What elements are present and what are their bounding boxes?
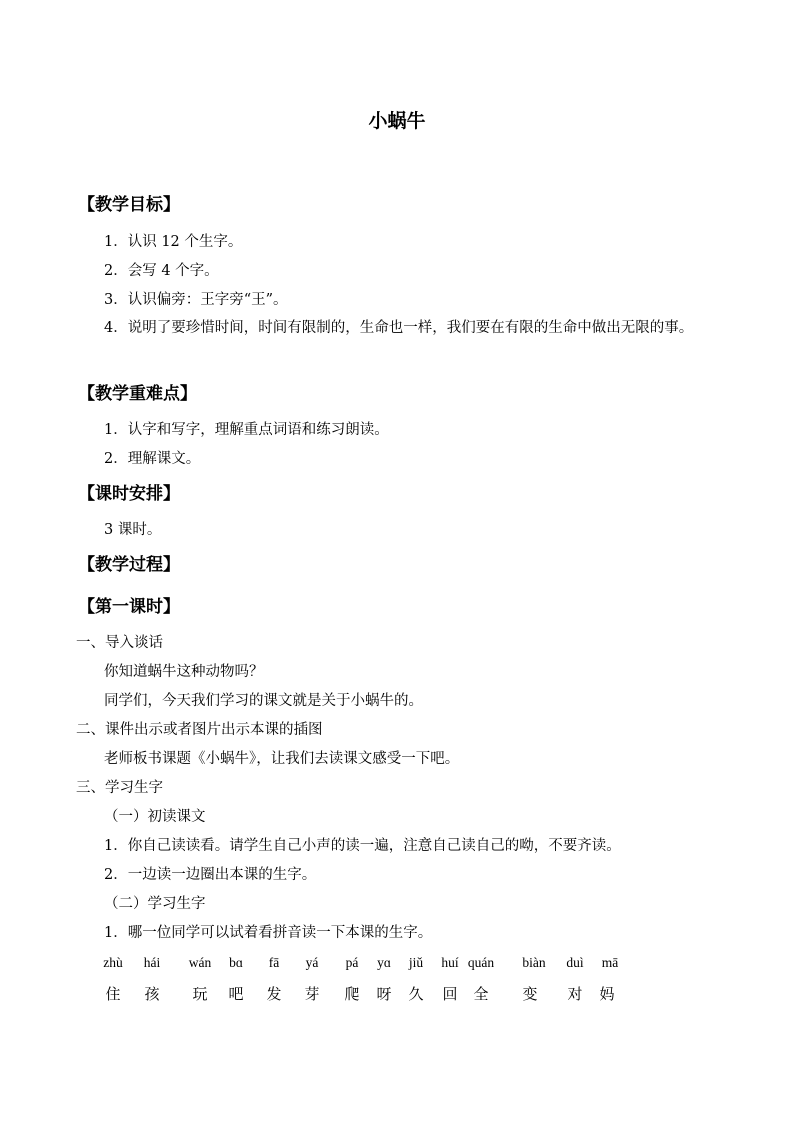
schedule-text: 3 课时。: [104, 522, 162, 538]
step3-line: 1．哪一位同学可以试着看拼音读一下本课的生字。: [104, 925, 433, 941]
step3-subheading: （一）初读课文: [104, 809, 206, 825]
goal-item: 3．认识偏旁：王字旁“王”。: [104, 292, 288, 308]
step1-heading: 一、导入谈话: [76, 635, 163, 651]
pinyin: yɑ: [377, 955, 391, 970]
hanzi: 变: [522, 985, 538, 1003]
pinyin: biàn: [522, 955, 546, 970]
step3-subheading: （二）学习生字: [104, 896, 206, 912]
hanzi: 芽: [304, 985, 320, 1003]
goal-item: 4．说明了要珍惜时间，时间有限制的，生命也一样，我们要在有限的生命中做出无限的事。: [104, 320, 694, 336]
section-heading-keypoints: 【教学重难点】: [78, 384, 197, 404]
hanzi: 妈: [599, 985, 615, 1003]
pinyin: pá: [345, 955, 359, 970]
hanzi: 孩: [144, 985, 160, 1003]
hanzi: 发: [266, 985, 282, 1003]
step1-line: 同学们，今天我们学习的课文就是关于小蜗牛的。: [104, 693, 423, 709]
pinyin: mā: [601, 955, 619, 970]
page-title: 小蜗牛: [368, 110, 426, 132]
hanzi: 全: [473, 985, 489, 1003]
step2-heading: 二、课件出示或者图片出示本课的插图: [76, 722, 323, 738]
section-heading-goals: 【教学目标】: [78, 195, 180, 215]
pinyin: fā: [268, 955, 280, 970]
pinyin: duì: [566, 955, 584, 970]
hanzi: 爬: [344, 985, 360, 1003]
pinyin: bɑ: [229, 955, 243, 970]
pinyin: quán: [467, 955, 495, 970]
hanzi: 久: [408, 985, 424, 1003]
section-heading-schedule: 【课时安排】: [78, 484, 180, 504]
pinyin: wán: [188, 955, 212, 970]
hanzi: 对: [567, 985, 583, 1003]
pinyin: zhù: [103, 955, 123, 970]
keypoint-item: 2．理解课文。: [104, 451, 201, 467]
keypoint-item: 1．认字和写字，理解重点词语和练习朗读。: [104, 422, 389, 438]
hanzi: 吧: [228, 985, 244, 1003]
step3-line: 1．你自己读读看。请学生自己小声的读一遍，注意自己读自己的呦，不要齐读。: [104, 838, 621, 854]
section-heading-lesson1: 【第一课时】: [78, 597, 180, 617]
step3-line: 2．一边读一边圈出本课的生字。: [104, 867, 317, 883]
section-heading-process: 【教学过程】: [78, 555, 180, 575]
hanzi: 玩: [192, 985, 208, 1003]
step1-line: 你知道蜗牛这种动物吗？: [104, 664, 264, 680]
step3-heading: 三、学习生字: [76, 780, 163, 796]
pinyin: jiǔ: [408, 955, 424, 970]
hanzi: 回: [442, 985, 458, 1003]
hanzi: 呀: [376, 985, 392, 1003]
pinyin: yá: [305, 955, 319, 970]
pinyin: hái: [143, 955, 161, 970]
goal-item: 2．会写 4 个字。: [104, 263, 219, 279]
goal-item: 1．认识 12 个生字。: [104, 234, 243, 250]
hanzi: 住: [105, 985, 121, 1003]
pinyin: huí: [441, 955, 459, 970]
step2-line: 老师板书课题《小蜗牛》，让我们去读课文感受一下吧。: [104, 751, 460, 767]
